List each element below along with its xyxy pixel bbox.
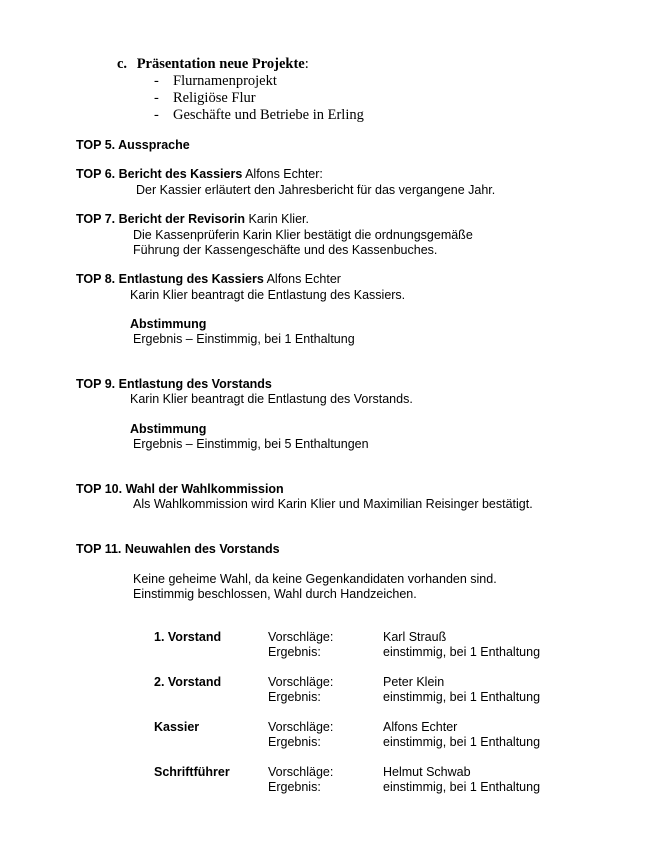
- top7-body-line1: Die Kassenprüferin Karin Klier bestätigt die ordnungsgemäße: [133, 228, 473, 242]
- election-office: 1. Vorstand: [154, 630, 222, 644]
- top8-name: Alfons Echter: [263, 272, 341, 286]
- election-proposals-label: Vorschläge:: [268, 630, 334, 644]
- top8-heading: TOP 8. Entlastung des Kassiers: [76, 272, 264, 286]
- election-candidate: Alfons Echter: [383, 720, 458, 734]
- section-c-marker: c.: [117, 56, 128, 72]
- election-office: 2. Vorstand: [154, 675, 222, 689]
- top6-heading: TOP 6. Bericht des Kassiers: [76, 167, 243, 181]
- top10-heading: TOP 10. Wahl der Wahlkommission: [76, 482, 284, 496]
- top8-vote-label: Abstimmung: [130, 317, 207, 331]
- list-item-text: Religiöse Flur: [173, 90, 256, 106]
- section-c-title: Präsentation neue Projekte: [136, 56, 305, 72]
- list-item: [154, 73, 159, 90]
- top8-body: Karin Klier beantragt die Entlastung des Kassiers.: [130, 288, 406, 302]
- top6-body: Der Kassier erläutert den Jahresbericht für das vergangene Jahr.: [136, 183, 496, 197]
- election-candidate: Karl Strauß: [383, 630, 447, 644]
- election-result: einstimmig, bei 1 Enthaltung: [383, 780, 541, 794]
- top5-heading: TOP 5. Aussprache: [76, 138, 190, 152]
- top6-heading-line: [76, 167, 323, 182]
- section-c-colon: :: [304, 56, 309, 72]
- election-result-label: Ergebnis:: [268, 735, 321, 749]
- top9-heading: TOP 9. Entlastung des Vorstands: [76, 377, 272, 391]
- list-dash: -: [154, 107, 159, 123]
- election-result-label: Ergebnis:: [268, 690, 321, 704]
- election-result: einstimmig, bei 1 Enthaltung: [383, 645, 541, 659]
- list-dash: -: [154, 73, 159, 89]
- top7-name: Karin Klier.: [245, 212, 309, 226]
- top6-name: Alfons Echter:: [242, 167, 323, 181]
- top7-heading-line: [76, 212, 309, 227]
- top7-body-line2: Führung der Kassengeschäfte und des Kassenbuches.: [133, 243, 438, 257]
- election-proposals-label: Vorschläge:: [268, 720, 334, 734]
- section-c-heading: [117, 56, 309, 73]
- election-proposals-label: Vorschläge:: [268, 765, 334, 779]
- top11-body-line2: Einstimmig beschlossen, Wahl durch Handzeichen.: [133, 587, 417, 601]
- top8-vote-result: Ergebnis – Einstimmig, bei 1 Enthaltung: [133, 332, 355, 346]
- top11-body-line1: Keine geheime Wahl, da keine Gegenkandidaten vorhanden sind.: [133, 572, 497, 586]
- list-item-text: Flurnamenprojekt: [173, 73, 277, 89]
- election-proposals-label: Vorschläge:: [268, 675, 334, 689]
- top11-heading: TOP 11. Neuwahlen des Vorstands: [76, 542, 280, 556]
- list-item: [154, 90, 159, 107]
- election-result-label: Ergebnis:: [268, 780, 321, 794]
- election-office: Kassier: [154, 720, 200, 734]
- list-item: [154, 107, 159, 124]
- election-result: einstimmig, bei 1 Enthaltung: [383, 735, 541, 749]
- top7-heading: TOP 7. Bericht der Revisorin: [76, 212, 246, 226]
- election-candidate: Helmut Schwab: [383, 765, 471, 779]
- top9-vote-result: Ergebnis – Einstimmig, bei 5 Enthaltungen: [133, 437, 369, 451]
- election-office: Schriftführer: [154, 765, 230, 779]
- top9-vote-label: Abstimmung: [130, 422, 207, 436]
- election-result: einstimmig, bei 1 Enthaltung: [383, 690, 541, 704]
- election-candidate: Peter Klein: [383, 675, 445, 689]
- list-dash: -: [154, 90, 159, 106]
- top8-heading-line: [76, 272, 341, 287]
- election-result-label: Ergebnis:: [268, 645, 321, 659]
- top9-body: Karin Klier beantragt die Entlastung des Vorstands.: [130, 392, 413, 406]
- top10-body: Als Wahlkommission wird Karin Klier und Maximilian Reisinger bestätigt.: [133, 497, 533, 511]
- list-item-text: Geschäfte und Betriebe in Erling: [173, 107, 364, 123]
